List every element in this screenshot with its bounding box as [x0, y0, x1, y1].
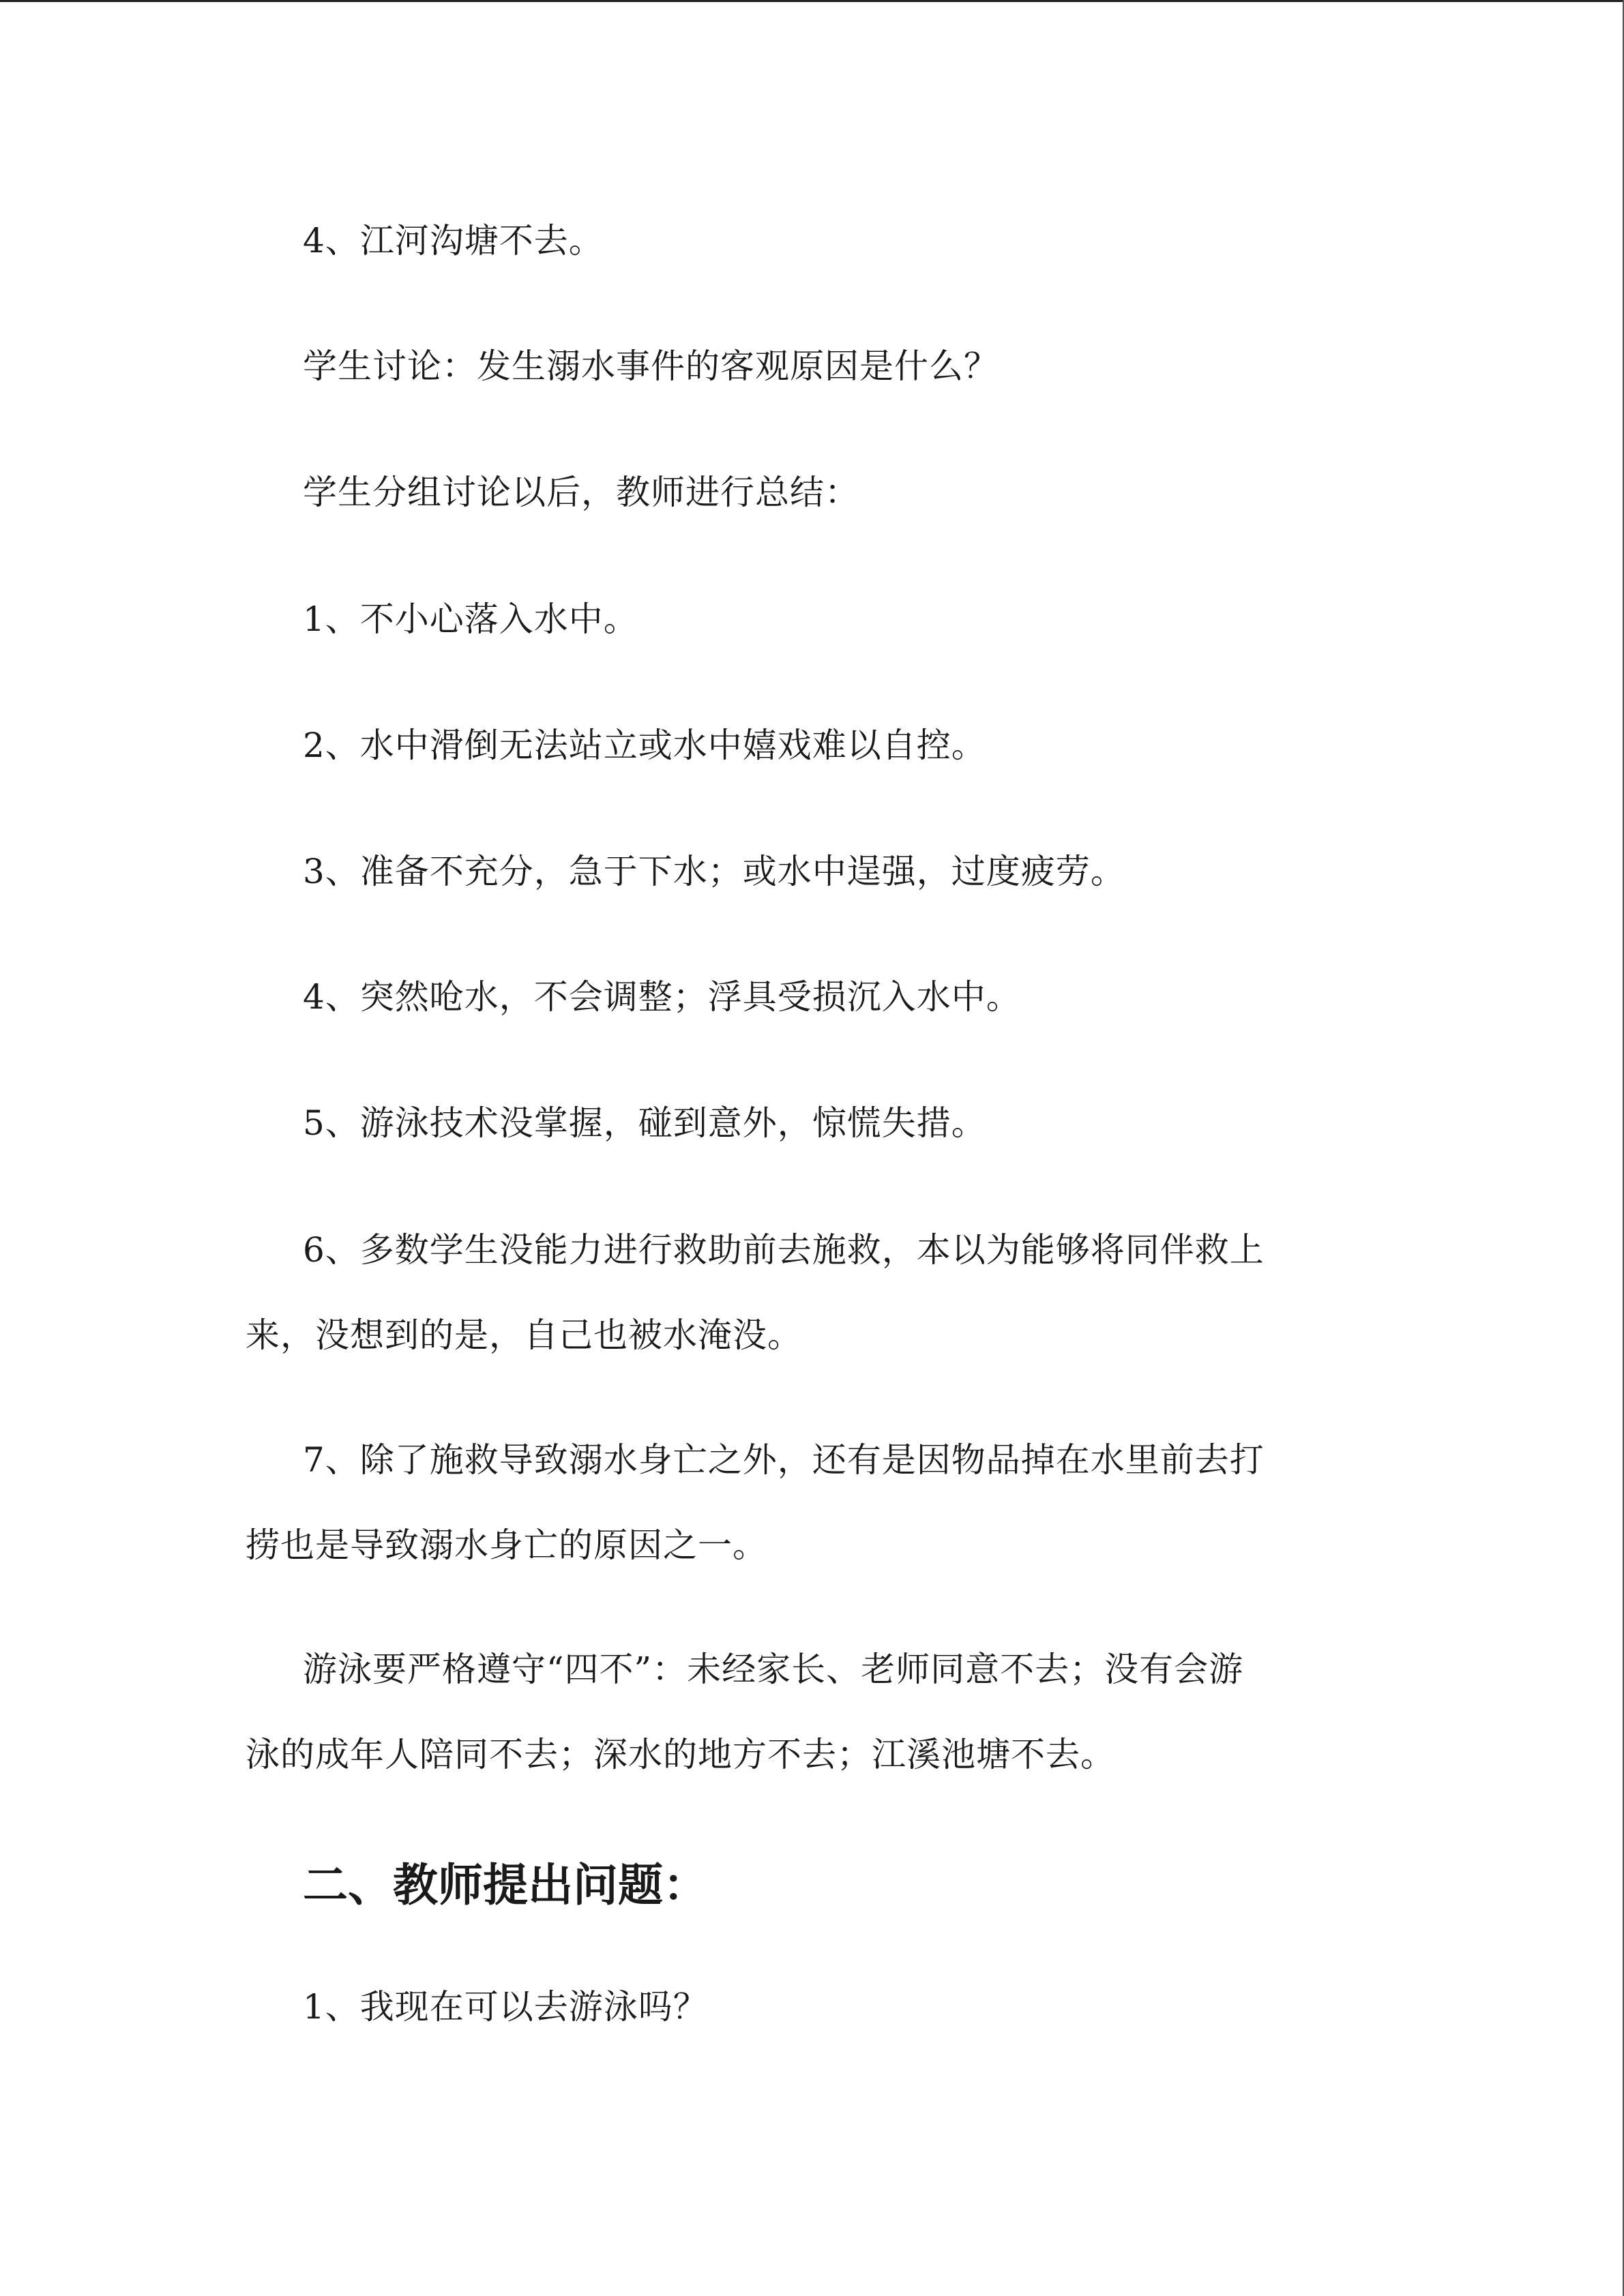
document-page [246, 0, 1378, 2296]
paragraph-cause-2: 2、水中滑倒无法站立或水中嬉戏难以自控。 [303, 726, 986, 765]
paragraph-item-4: 4、江河沟塘不去。 [303, 221, 604, 260]
section-heading-2: 二、教师提出问题： [303, 1859, 708, 1911]
paragraph-discussion-question: 学生讨论：发生溺水事件的客观原因是什么？ [303, 346, 999, 386]
paragraph-cause-3: 3、准备不充分，急于下水；或水中逞强，过度疲劳。 [303, 852, 1125, 891]
paragraph-cause-6-line2: 来，没想到的是，自己也被水淹没。 [246, 1315, 802, 1355]
paragraph-summary-intro: 学生分组讨论以后，教师进行总结： [303, 473, 859, 512]
paragraph-cause-1: 1、不小心落入水中。 [303, 599, 638, 639]
paragraph-cause-4: 4、突然呛水，不会调整；浮具受损沉入水中。 [303, 977, 1021, 1017]
paragraph-cause-7-line2: 捞也是导致溺水身亡的原因之一。 [246, 1525, 767, 1565]
paragraph-rules-line1: 游泳要严格遵守“四不”：未经家长、老师同意不去；没有会游 [303, 1650, 1244, 1689]
paragraph-cause-7-line1: 7、除了施救导致溺水身亡之外，还有是因物品掉在水里前去打 [303, 1440, 1265, 1480]
paragraph-cause-6-line1: 6、多数学生没能力进行救助前去施救，本以为能够将同伴救上 [303, 1230, 1265, 1270]
paragraph-cause-5: 5、游泳技术没掌握，碰到意外，惊慌失措。 [303, 1103, 986, 1143]
paragraph-rules-line2: 泳的成年人陪同不去；深水的地方不去；江溪池塘不去。 [246, 1735, 1115, 1774]
paragraph-question-1: 1、我现在可以去游泳吗？ [303, 1987, 708, 2027]
